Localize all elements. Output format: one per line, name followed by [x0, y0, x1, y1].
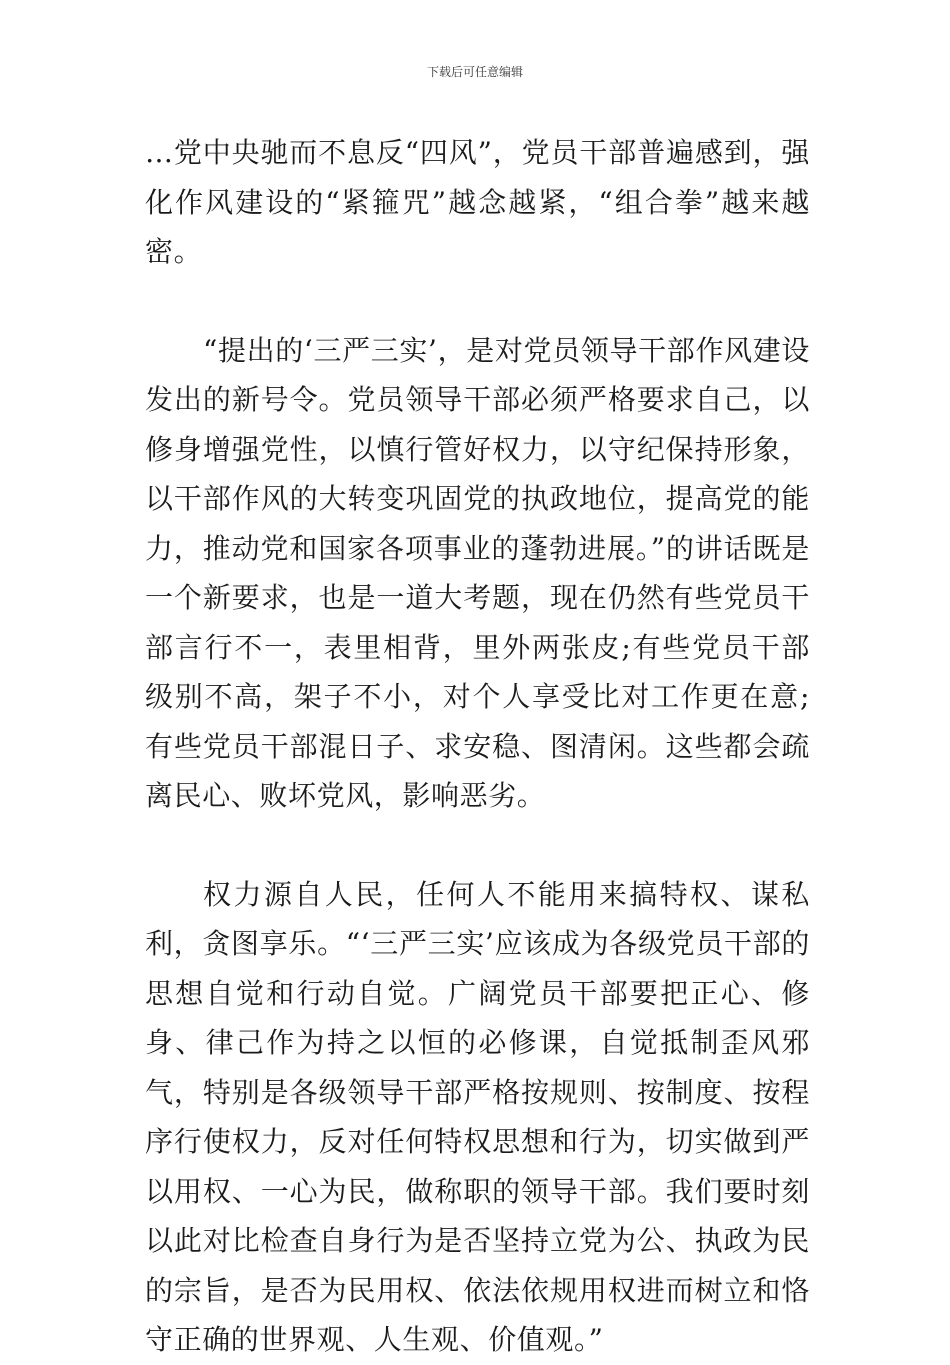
paragraph-2: “提出的‘三严三实’，是对党员领导干部作风建设发出的新号令。党员领导干部必须严格要求自己，以修身增强党性，以慎行管好权力，以守纪保持形象，以干部作风的大转变巩固党的执政地位，提高党的能力，推动党和国家各项事业的蓬勃进展。”的讲话既是一个新要求，也是一道大考题，现在仍然有些党员干部言行不一，表里相背，里外两张皮;有些党员干部级别不高，架子不小，对个人享受比对工作更在意;有些党员干部混日子、求安稳、图清闲。这些都会疏离民心、败坏党风，影响恶劣。	[145, 333, 810, 812]
page-header-note: 下载后可任意编辑	[426, 65, 523, 79]
paragraph-3: 权力源自人民，任何人不能用来搞特权、谋私利，贪图享乐。“‘三严三实’应该成为各级党员干部的思想自觉和行动自觉。广阔党员干部要把正心、修身、律己作为持之以恒的必修课，自觉抵制歪风邪气，特别是各级领导干部严格按规则、按制度、按程序行使权力，反对任何特权思想和行为，切实做到严以用权、一心为民，做称职的领导干部。我们要时刻以此对比检查自身行为是否坚持立党为公、执政为民的宗旨，是否为民用权、依法依规用权进而树立和恪守正确的世界观、人生观、价值观。”	[145, 877, 810, 1356]
document-body	[145, 128, 810, 1365]
paragraph-1: …党中央驰而不息反“四风”，党员干部普遍感到，强化作风建设的“紧箍咒”越念越紧，“组合拳”越来越密。	[145, 136, 810, 268]
